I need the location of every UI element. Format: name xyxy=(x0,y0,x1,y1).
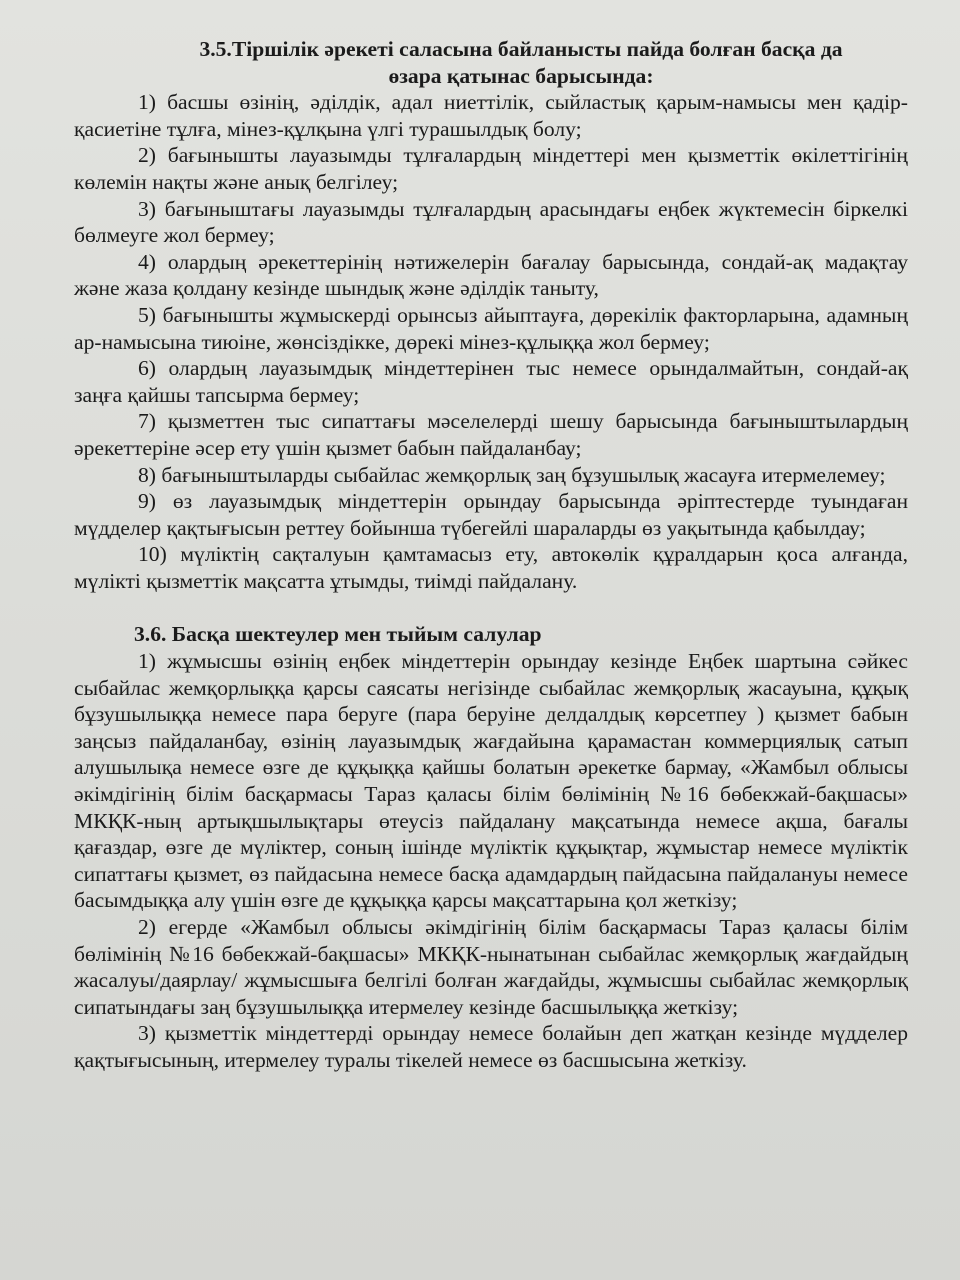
section-3-6-item-2: 2) егерде «Жамбыл облысы әкімдігінің білім басқармасы Тараз қаласы білім бөлімінің №16 бөбекжай-бақшасы» МКҚК-нынатынан сыбайлас жемқорлық жағдайдың жасалуы/даярлау/ жұмысшыға белгілі болған жағдайды, жұмысшы сыбайлас жемқорлық сипатындағы заң бұзушылыққа итермелеу кезінде басшылыққа жеткізу; xyxy=(74,915,908,1019)
section-3-6-item-3: 3) қызметтік міндеттерді орындау немесе болайын деп жатқан кезінде мүдделер қақтығысының, итермелеу туралы тікелей немесе өз басшысына жеткізу. xyxy=(74,1021,908,1072)
section-3-5-item-7: 7) қызметтен тыс сипаттағы мәселелерді шешу барысында бағыныштылардың әрекеттеріне әсер ету үшін қызмет бабын пайдаланбау; xyxy=(74,409,908,460)
section-3-5-title-line2: өзара қатынас барысында: xyxy=(388,63,654,88)
section-3-5-item-10: 10) мүліктің сақталуын қамтамасыз ету, автокөлік құралдарын қоса алғанда, мүлікті қызметтік мақсатта ұтымды, тиімді пайдалану. xyxy=(74,542,908,593)
section-3-6-title: 3.6. Басқа шектеулер мен тыйым салулар xyxy=(134,622,542,647)
section-spacer xyxy=(74,594,908,621)
section-3-5-item-4: 4) олардың әрекеттерінің нәтижелерін бағалау барысында, сондай-ақ мадақтау және жаза қолдану кезінде шындық және әділдік таныту, xyxy=(74,249,908,301)
section-3-6-item-1: 1) жұмысшы өзінің еңбек міндеттерін орындау кезінде Еңбек шартына сәйкес сыбайлас жемқорлыққа қарсы саясаты негізінде сыбайлас жемқорлық жасауына, құқық бұзушылыққа немесе пара беруге (пара беруіне делдалдық көрсетпеу ) қызмет бабын заңсыз пайдаланбау, өзінің лауазымдық жағдайына қарамастан коммерциялық сатып алушылықа немесе өзге де құқыққа қайшы болатын әрекетке бармау, «Жамбыл облысы әкімдігінің білім басқармасы Тараз қаласы білім бөлімінің №16 бөбекжай-бақшасы» МКҚК-ның артықшылықтары өтеусіз пайдалану мақсатында немесе ақша, бағалы қағаздар, өзге де мүліктер, соның ішінде мүліктік құқықтар, жұмыстар немесе мүліктік сипаттағы қызмет, өз пайдасына немесе басқа адамдардың пайдасына пайдалануы немесе басымдыққа алу үшін өзге де құқыққа қарсы мақсаттарына қол жеткізу; xyxy=(74,649,908,913)
section-3-5-title-line1: 3.5.Тіршілік әрекеті саласына байланысты пайда болған басқа да xyxy=(199,37,843,61)
section-3-5-item-1: 1) басшы өзінің, әділдік, адал ниеттілік, сыйластық қарым-намысы мен қадір-қасиетіне тұлға, мінез-құлқына үлгі турашылдық болу; xyxy=(74,90,908,141)
section-3-5-item-2: 2) бағынышты лауазымды тұлғалардың міндеттері мен қызметтік өкілеттігінің көлемін нақты және анық белгілеу; xyxy=(74,143,908,194)
section-3-5-item-5: 5) бағынышты жұмыскерді орынсыз айыптауға, дөрекілік факторларына, адамның ар-намысына тиюіне, жөнсіздікке, дөрекі мінез-құлыққа жол бермеу; xyxy=(74,302,908,354)
section-3-5-item-9: 9) өз лауазымдық міндеттерін орындау барысында әріптестерде туындаған мүдделер қақтығысын реттеу бойынша түбегейлі шараларды өз уақытында қабылдау; xyxy=(74,489,908,540)
section-3-5-item-3: 3) бағыныштағы лауазымды тұлғалардың арасындағы еңбек жүктемесін біркелкі бөлмеуге жол бермеу; xyxy=(74,196,908,248)
section-3-5-item-6: 6) олардың лауазымдық міндеттерінен тыс немесе орындалмайтын, сондай-ақ заңға қайшы тапсырма бермеу; xyxy=(74,356,908,407)
section-3-5-item-8: 8) бағыныштыларды сыбайлас жемқорлық заң бұзушылық жасауға итермелемеу; xyxy=(138,462,886,487)
